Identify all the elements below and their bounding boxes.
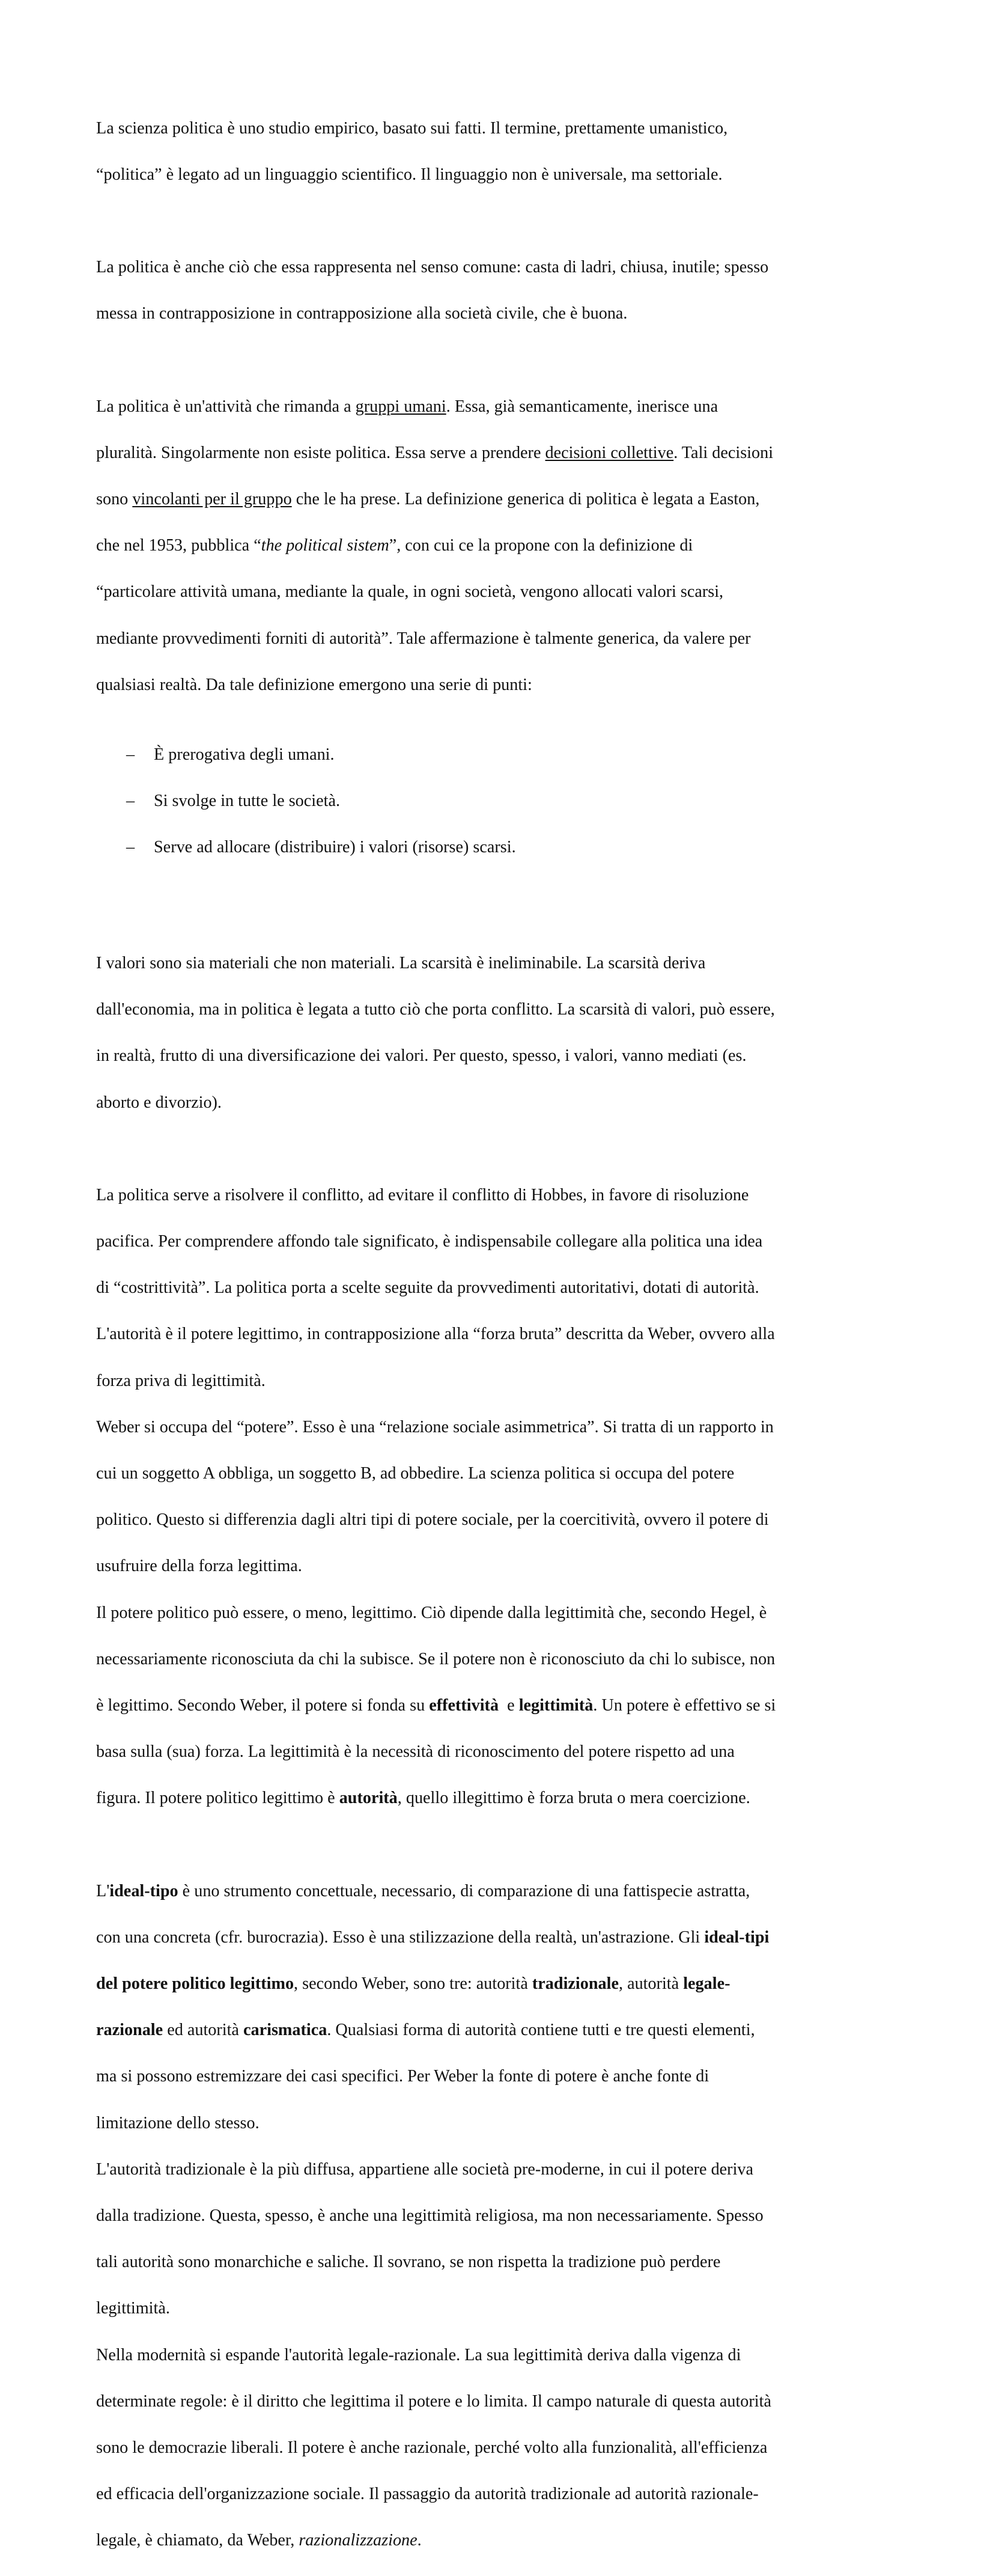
paragraph-gap [96,210,907,233]
text-run: sono [96,490,133,509]
bold-term: del potere politico legittimo [96,1974,294,1994]
list-item [96,790,907,813]
bold-term: legittimità [518,1695,594,1715]
text-line [96,2529,907,2553]
text-run: è legittimo. Secondo Weber, il potere si fonda su [96,1695,430,1715]
text-line: “particolare attività umana, mediante la quale, in ogni società, vengono allocati valori scarsi, [96,582,724,602]
text-line [96,2019,907,2042]
text-line [96,1926,907,1950]
paragraph-gap [96,1138,907,1161]
text-line: legittimità. [96,2299,170,2318]
dash-bullet: – [126,838,135,856]
text-line: sono le democrazie liberali. Il potere è anche razionale, perché volto alla funzionalità, all'efficienza [96,2438,768,2457]
list-item-text: È prerogativa degli umani. [154,745,335,764]
paragraph-common-sense [96,233,907,349]
text-run: con una concreta (cfr. burocrazia). Esso è una stilizzazione della realtà, un'astrazione. Gli [96,1927,705,1947]
text-line: basa sulla (sua) forza. La legittimità è la necessità di riconoscimento del potere rispetto ad una [96,1742,735,1762]
text-run: . Un potere è effettivo se si [593,1695,776,1715]
text-line: politico. Questo si differenzia dagli altri tipi di potere sociale, per la coercitività, ovvero il potere di [96,1510,769,1530]
text-run: figura. Il potere politico legittimo è [96,1789,339,1808]
text-line: forza priva di legittimità. [96,1371,266,1390]
text-line: limitazione dello stesso. [96,2113,260,2132]
italic-title: the political sistem [261,536,389,555]
dash-bullet: – [126,791,135,810]
text-line: mediante provvedimenti forniti di autorità”. Tale affermazione è talmente generica, da valere per [96,629,751,648]
underlined-term: vincolanti per il gruppo [132,490,292,509]
text-line: determinate regole: è il diritto che legittima il potere e lo limita. Il campo naturale di questa autorità [96,2391,771,2411]
text-line [96,442,907,465]
bold-term: ideal-tipo [109,1881,178,1900]
text-run: . Qualsiasi forma di autorità contiene tutti e tre questi elementi, [327,2021,755,2040]
text-run: ”, con cui ce la propone con la definizione di [389,536,693,555]
text-line [96,395,907,419]
bold-term: effettività [429,1695,499,1715]
bold-term: razionale [96,2021,163,2040]
text-line: ed efficacia dell'organizzazione sociale. Il passaggio da autorità tradizionale ad autorità razionale- [96,2485,759,2504]
text-line: dalla tradizione. Questa, spesso, è anche una legittimità religiosa, ma non necessariamente. Spesso [96,2206,764,2226]
bold-term: autorità [339,1789,398,1808]
text-line: La politica serve a risolvere il conflitto, ad evitare il conflitto di Hobbes, in favore di risoluzione [96,1185,749,1204]
text-run: , quello illegittimo è forza bruta o mera coercizione. [397,1789,750,1808]
text-line: usufruire della forza legittima. [96,1557,302,1576]
underlined-term: decisioni collettive [545,443,674,462]
text-line: I valori sono sia materiali che non materiali. La scarsità è ineliminabile. La scarsità deriva [96,953,706,972]
text-line: La politica è anche ciò che essa rappresenta nel senso comune: casta di ladri, chiusa, inutile; spesso [96,258,769,277]
text-line: dall'economia, ma in politica è legata a tutto ciò che porta conflitto. La scarsità di valori, può essere, [96,1000,775,1019]
paragraph-ideal-type [96,1857,907,2575]
text-line: aborto e divorzio). [96,1093,222,1112]
text-line: qualsiasi realtà. Da tale definizione emergono una serie di punti: [96,675,532,694]
document-page [96,94,907,2576]
paragraph-gap [96,1834,907,1857]
text-run: L' [96,1881,110,1900]
text-line: ma si possono estremizzare dei casi specifici. Per Weber la fonte di potere è anche fonte di [96,2067,709,2086]
text-run: pluralità. Singolarmente non esiste politica. Essa serve a prendere [96,443,545,462]
list-item-text: Si svolge in tutte le società. [154,791,341,810]
text-run: . Essa, già semanticamente, inerisce una [446,397,718,416]
text-line: cui un soggetto A obbliga, un soggetto B, ad obbedire. La scienza politica si occupa del potere [96,1464,735,1483]
text-line [96,1973,907,1996]
bullet-list [96,720,907,882]
text-line: messa in contrapposizione in contrapposizione alla società civile, che è buona. [96,304,628,323]
text-run: , autorità [618,1974,684,1994]
bold-term: tradizionale [532,1974,619,1994]
text-line: necessariamente riconosciuta da chi la subisce. Se il potere non è riconosciuto da chi lo subisce, non [96,1649,776,1668]
underlined-term: gruppi umani [355,397,446,416]
list-item [96,836,907,859]
text-line: Weber si occupa del “potere”. Esso è una “relazione sociale asimmetrica”. Si tratta di un rapporto in [96,1417,774,1436]
text-line: di “costrittività”. La politica porta a scelte seguite da provvedimenti autoritativi, dotati di autorità. [96,1278,759,1298]
paragraph-power [96,1161,907,1833]
text-line: L'autorità tradizionale è la più diffusa, appartiene alle società pre-moderne, in cui il potere deriva [96,2159,753,2179]
text-line [96,1694,907,1718]
text-line [96,1787,907,1810]
bold-term: carismatica [243,2021,327,2040]
paragraph-intro [96,94,907,210]
list-item-text: Serve ad allocare (distribuire) i valori (risorse) scarsi. [154,838,516,856]
text-line: L'autorità è il potere legittimo, in contrapposizione alla “forza bruta” descritta da Weber, ovvero alla [96,1325,775,1344]
dash-bullet: – [126,745,135,764]
text-run: La politica è un'attività che rimanda a [96,397,356,416]
text-line: La scienza politica è uno studio empirico, basato sui fatti. Il termine, prettamente umanistico, [96,118,728,138]
paragraph-gap [96,906,907,929]
text-line: tali autorità sono monarchiche e saliche. Il sovrano, se non rispetta la tradizione può perdere [96,2253,721,2272]
text-run: che nel 1953, pubblica “ [96,536,261,555]
bold-term: legale- [683,1974,730,1994]
text-run: ed autorità [163,2021,243,2040]
paragraph-definition [96,372,907,906]
italic-term: razionalizzazione [299,2531,418,2550]
text-line [96,534,907,558]
text-line: Il potere politico può essere, o meno, legittimo. Ciò dipende dalla legittimità che, secondo Hegel, è [96,1603,767,1622]
text-line: “politica” è legato ad un linguaggio scientifico. Il linguaggio non è universale, ma settoriale. [96,165,723,184]
text-run: . Tali decisioni [673,443,774,462]
text-run: e [499,1695,519,1715]
text-run: . [417,2531,422,2550]
text-run: è uno strumento concettuale, necessario, di comparazione di una fattispecie astratta, [178,1881,750,1900]
text-run: , secondo Weber, sono tre: autorità [294,1974,532,1994]
text-line: in realtà, frutto di una diversificazione dei valori. Per questo, spesso, i valori, vanno mediati (es. [96,1046,747,1066]
list-item [96,743,907,767]
paragraph-gap [96,349,907,373]
text-line [96,488,907,511]
bold-term: ideal-tipi [704,1927,770,1947]
text-run: legale, è chiamato, da Weber, [96,2531,299,2550]
text-run: che le ha prese. La definizione generica di politica è legata a Easton, [291,490,760,509]
text-line: Nella modernità si espande l'autorità legale-razionale. La sua legittimità deriva dalla vigenza di [96,2345,741,2364]
paragraph-values [96,929,907,1137]
text-line [96,1880,907,1903]
text-line: pacifica. Per comprendere affondo tale significato, è indispensabile collegare alla politica una idea [96,1232,763,1251]
